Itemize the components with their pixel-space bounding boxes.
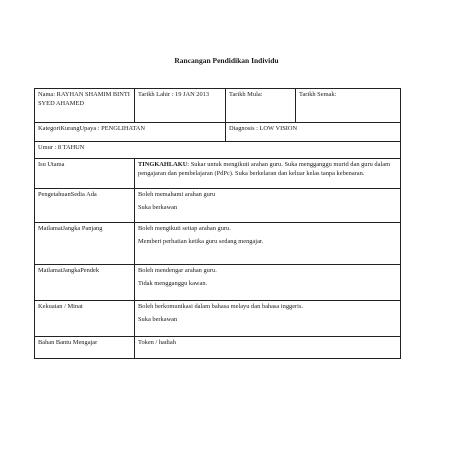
age-cell: Umur : 8 TAHUN [35, 142, 401, 159]
strengths-line-2: Suka berkawan [138, 315, 178, 323]
diagnosis-cell: Diagnosis : LOW VISION [226, 123, 401, 142]
knowledge-line-2: Suka berkawan [138, 203, 178, 211]
short-term-line-2: Tidak mengganggu kawan. [138, 279, 208, 287]
long-term-line-2: Memberi perhatian ketika guru sedang mengajar. [138, 237, 264, 245]
issue-cell [135, 159, 401, 189]
row-issue [35, 159, 401, 189]
row-age [35, 142, 401, 159]
row-long-term [35, 223, 401, 265]
iep-table [34, 88, 401, 359]
issue-label: Isu Utama [35, 159, 135, 189]
issue-heading: TINGKAHLAKU [138, 161, 188, 168]
issue-text: : Sukar untuk mengikuti arahan guru. Suka mengganggu murid dan guru dalam pengajaran dan pembelajaran (PdPc). Suka berkelaran dan keluar kelas tanpa kebenaran. [138, 161, 391, 177]
knowledge-label: PengetahuanSedia Ada [35, 189, 135, 223]
strengths-line-1: Boleh berkomunikasi dalam bahasa melayu dan bahasa inggeris. [138, 303, 304, 310]
knowledge-line-1: Boleh memahami arahan guru [138, 191, 216, 198]
row-name [35, 89, 401, 123]
short-term-label: MatlamatJangkaPendek [35, 265, 135, 301]
strengths-label: Kekuatan / Minat [35, 301, 135, 337]
birth-date-cell: Tarikh Lahir : 19 JAN 2013 [135, 89, 226, 123]
row-aids [35, 337, 401, 359]
row-knowledge [35, 189, 401, 223]
row-category [35, 123, 401, 142]
long-term-line-1: Boleh mengikuti setiap arahan guru. [138, 225, 231, 232]
short-term-line-1: Boleh mendengar arahan guru. [138, 267, 217, 274]
knowledge-cell [135, 189, 401, 223]
name-cell: Nama: RAYHAN SHAMIM BINTI SYED AHAMED [35, 89, 135, 123]
row-strengths [35, 301, 401, 337]
short-term-cell [135, 265, 401, 301]
category-cell: KategoriKurangUpaya : PENGLIHATAN [35, 123, 226, 142]
strengths-cell [135, 301, 401, 337]
row-short-term [35, 265, 401, 301]
aids-label: Bahan Bantu Mengajar [35, 337, 135, 359]
review-date-cell: Tarikh Semak: [296, 89, 401, 123]
start-date-cell: Tarikh Mula: [226, 89, 296, 123]
document-title: Rancangan Pendidikan Individu [174, 56, 279, 65]
long-term-cell [135, 223, 401, 265]
long-term-label: MatlamatJangka Panjang [35, 223, 135, 265]
aids-cell: Token / hadiah [135, 337, 401, 359]
